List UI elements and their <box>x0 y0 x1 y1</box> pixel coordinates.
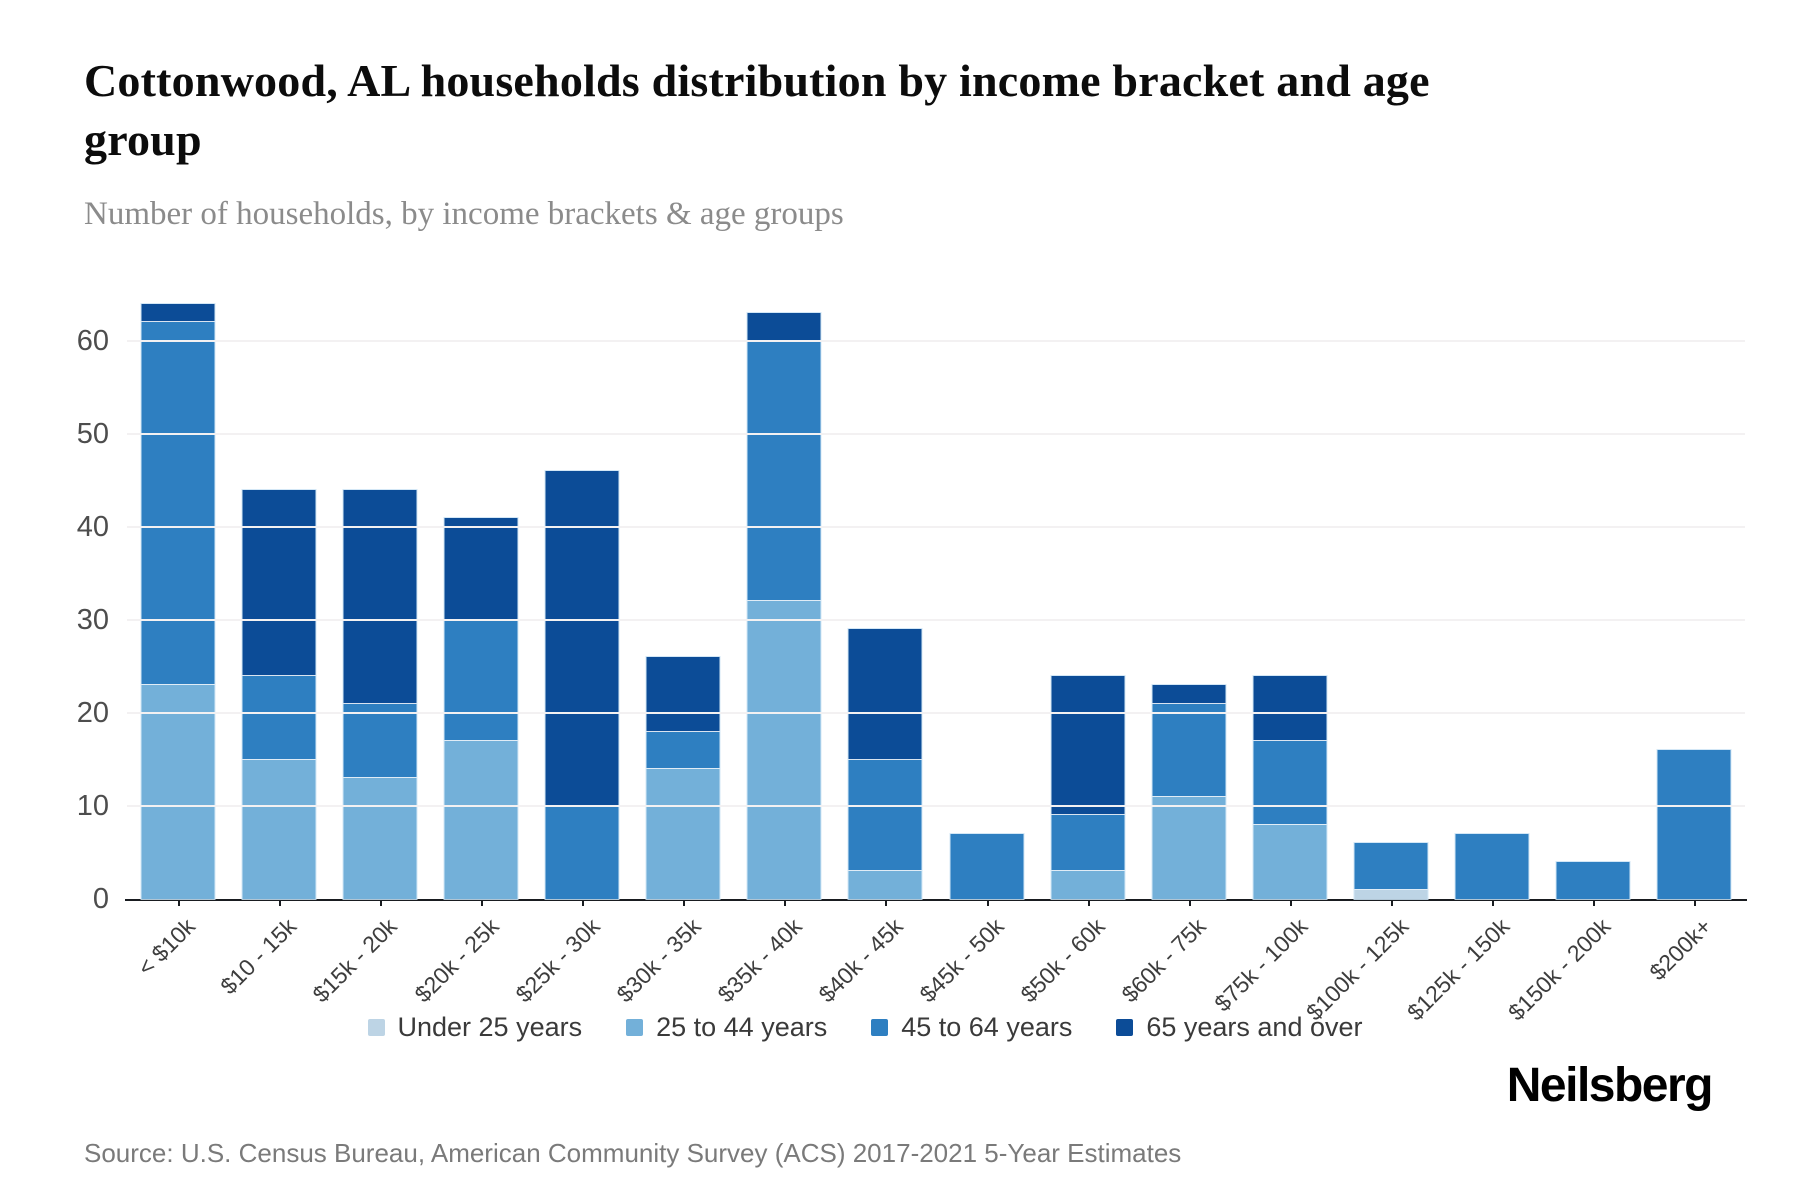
legend-item-45-to-64-years[interactable] <box>871 1012 1072 1043</box>
legend-label: 25 to 44 years <box>656 1012 828 1042</box>
bar-segment-45-to-64-years[interactable] <box>1152 704 1225 797</box>
gridline-y-10 <box>127 805 1745 807</box>
bar-segment-25-to-44-years[interactable] <box>343 778 416 899</box>
stacked-bar-40k-45k <box>849 629 922 899</box>
x-axis-tick <box>582 901 584 906</box>
stacked-bar-200k <box>1658 750 1731 899</box>
x-axis-tick <box>885 901 887 906</box>
bar-group-10-15k <box>214 286 329 1000</box>
bar-segment-45-to-64-years[interactable] <box>849 760 922 872</box>
stacked-bar-20k-25k <box>444 518 517 899</box>
bar-group-30k-35k <box>611 286 734 1008</box>
bar-segment-25-to-44-years[interactable] <box>748 601 821 899</box>
bar-segment-45-to-64-years[interactable] <box>1658 750 1731 899</box>
source-note: Source: U.S. Census Bureau, American Community Survey (ACS) 2017-2021 5-Year Estimates <box>84 1138 1182 1168</box>
stacked-bar-30k-35k <box>647 657 720 899</box>
x-axis-tick <box>1492 901 1494 906</box>
x-axis-label-text: $200k+ <box>1644 913 1717 986</box>
x-axis-label-text: $45k - 50k <box>914 913 1009 1008</box>
bar-segment-45-to-64-years[interactable] <box>444 620 517 741</box>
x-axis-tick <box>380 901 382 906</box>
bar-group-150k-200k <box>1503 286 1644 1026</box>
x-axis-tick <box>1391 901 1393 906</box>
y-axis-tick-label: 50 <box>76 418 109 450</box>
chart-title: Cottonwood, AL households distribution by income bracket and age group <box>84 55 1430 165</box>
bar-segment-65-years-and-over[interactable] <box>1051 676 1124 816</box>
x-axis-label-text: $75k - 100k <box>1208 913 1313 1017</box>
legend-swatch-25-to-44-years <box>626 1019 643 1036</box>
legend-swatch-65-years-and-over <box>1116 1019 1133 1036</box>
bar-segment-25-to-44-years[interactable] <box>141 685 214 899</box>
bar-segment-65-years-and-over[interactable] <box>1253 676 1326 741</box>
chart-subtitle: Number of households, by income brackets & age groups <box>84 196 844 232</box>
stacked-bar-150k-200k <box>1557 862 1630 899</box>
x-axis-tick <box>1593 901 1595 906</box>
legend-item-25-to-44-years[interactable] <box>626 1012 827 1043</box>
bar-group-100k-125k <box>1301 286 1442 1026</box>
bar-group-125k-150k <box>1402 286 1543 1026</box>
neilsberg-logo: Neilsberg <box>1506 1059 1712 1112</box>
bar-group-35k-40k <box>712 286 835 1008</box>
bar-segment-65-years-and-over[interactable] <box>1152 685 1225 704</box>
bar-segment-65-years-and-over[interactable] <box>444 518 517 620</box>
gridline-y-20 <box>127 712 1745 714</box>
x-axis-label-text: $30k - 35k <box>611 913 706 1008</box>
bar-group-10k <box>127 286 228 981</box>
x-axis-label-text: $150k - 200k <box>1503 913 1616 1026</box>
x-axis-label-text: < $10k <box>132 913 200 981</box>
x-axis-tick <box>1088 901 1090 906</box>
x-axis-label-text: $100k - 125k <box>1301 913 1414 1026</box>
bar-segment-25-to-44-years[interactable] <box>444 741 517 899</box>
bar-segment-25-to-44-years[interactable] <box>1253 825 1326 899</box>
legend-label: 65 years and over <box>1146 1012 1363 1042</box>
bar-group-60k-75k <box>1116 286 1239 1008</box>
x-axis-label-text: $15k - 20k <box>307 913 403 1008</box>
bar-segment-45-to-64-years[interactable] <box>1557 862 1630 899</box>
bar-segment-45-to-64-years[interactable] <box>242 676 315 760</box>
bar-segment-65-years-and-over[interactable] <box>849 629 922 759</box>
x-axis-label-text: $10 - 15k <box>214 913 302 1000</box>
legend-swatch-under-25-years <box>368 1019 385 1036</box>
legend-item-65-years-and-over[interactable] <box>1116 1012 1362 1043</box>
x-axis-label-text: $125k - 150k <box>1402 913 1515 1026</box>
bar-segment-45-to-64-years[interactable] <box>343 704 416 778</box>
bar-segment-65-years-and-over[interactable] <box>141 304 214 323</box>
x-axis-tick <box>279 901 281 906</box>
legend <box>0 1012 1730 1043</box>
stacked-bar-75k-100k <box>1253 676 1326 899</box>
y-axis-tick-label: 30 <box>76 604 109 636</box>
bar-group-15k-20k <box>307 286 430 1008</box>
stacked-bar-45k-50k <box>950 834 1023 899</box>
stacked-bar-125k-150k <box>1456 834 1529 899</box>
x-axis-label-text: $25k - 30k <box>510 913 605 1008</box>
gridline-y-40 <box>127 526 1745 528</box>
bar-segment-45-to-64-years[interactable] <box>647 732 720 769</box>
x-axis-tick <box>178 901 180 906</box>
stacked-bar-50k-60k <box>1051 676 1124 899</box>
x-axis-label-text: $50k - 60k <box>1015 913 1111 1008</box>
gridline-y-30 <box>127 619 1745 621</box>
x-axis-label-text: $35k - 40k <box>712 913 807 1008</box>
bar-group-20k-25k <box>408 286 531 1008</box>
x-axis-tick <box>1694 901 1696 906</box>
bar-group-40k-45k <box>813 286 936 1008</box>
bar-segment-25-to-44-years[interactable] <box>1152 797 1225 899</box>
bar-segment-45-to-64-years[interactable] <box>748 341 821 601</box>
bar-segment-45-to-64-years[interactable] <box>1051 815 1124 871</box>
legend-label: Under 25 years <box>397 1012 583 1042</box>
stacked-bar-60k-75k <box>1152 685 1225 899</box>
legend-swatch-45-to-64-years <box>871 1019 888 1036</box>
bar-group-50k-60k <box>1015 286 1138 1008</box>
bar-segment-65-years-and-over[interactable] <box>343 490 416 704</box>
bar-segment-25-to-44-years[interactable] <box>1051 871 1124 899</box>
stacked-bar-25k-30k <box>546 471 619 899</box>
bar-segment-25-to-44-years[interactable] <box>242 760 315 900</box>
x-axis-tick <box>784 901 786 906</box>
x-axis-line <box>125 899 1747 901</box>
x-axis-tick <box>683 901 685 906</box>
x-axis-tick <box>481 901 483 906</box>
bar-segment-65-years-and-over[interactable] <box>748 313 821 341</box>
bar-group-200k <box>1644 286 1745 986</box>
bar-group-25k-30k <box>510 286 633 1008</box>
y-axis-tick-label: 0 <box>92 883 109 915</box>
x-axis-tick <box>987 901 989 906</box>
bar-segment-45-to-64-years[interactable] <box>950 834 1023 899</box>
legend-label: 45 to 64 years <box>901 1012 1073 1042</box>
gridline-y-60 <box>127 340 1745 342</box>
y-axis-tick-label: 10 <box>76 790 109 822</box>
stacked-bar-10k <box>141 304 214 899</box>
x-axis-label-text: $20k - 25k <box>408 913 504 1008</box>
x-axis-label-text: $40k - 45k <box>813 913 908 1008</box>
bar-segment-45-to-64-years[interactable] <box>141 322 214 685</box>
y-axis-tick-label: 60 <box>76 325 109 357</box>
stacked-bar-35k-40k <box>748 313 821 899</box>
plot-area <box>76 286 1745 1026</box>
bar-slots <box>127 286 1745 1026</box>
bar-segment-65-years-and-over[interactable] <box>546 471 619 806</box>
bar-segment-45-to-64-years[interactable] <box>1355 843 1428 890</box>
gridline-y-50 <box>127 433 1745 435</box>
bar-segment-under-25-years[interactable] <box>1355 890 1428 899</box>
bar-group-45k-50k <box>914 286 1037 1008</box>
bar-segment-25-to-44-years[interactable] <box>647 769 720 899</box>
legend-item-under-25-years[interactable] <box>368 1012 583 1043</box>
x-axis-tick <box>1189 901 1191 906</box>
bar-group-75k-100k <box>1208 286 1340 1017</box>
stacked-bar-15k-20k <box>343 490 416 899</box>
y-axis-tick-label: 40 <box>76 511 109 543</box>
bar-segment-45-to-64-years[interactable] <box>1253 741 1326 825</box>
stacked-bar-100k-125k <box>1355 843 1428 899</box>
stacked-bar-10-15k <box>242 490 315 899</box>
y-axis-tick-label: 20 <box>76 697 109 729</box>
x-axis-tick <box>1290 901 1292 906</box>
bar-segment-65-years-and-over[interactable] <box>647 657 720 731</box>
x-axis-label-text: $60k - 75k <box>1116 913 1212 1008</box>
bar-segment-45-to-64-years[interactable] <box>546 806 619 899</box>
bar-segment-65-years-and-over[interactable] <box>242 490 315 676</box>
bar-segment-25-to-44-years[interactable] <box>849 871 922 899</box>
bar-segment-45-to-64-years[interactable] <box>1456 834 1529 899</box>
